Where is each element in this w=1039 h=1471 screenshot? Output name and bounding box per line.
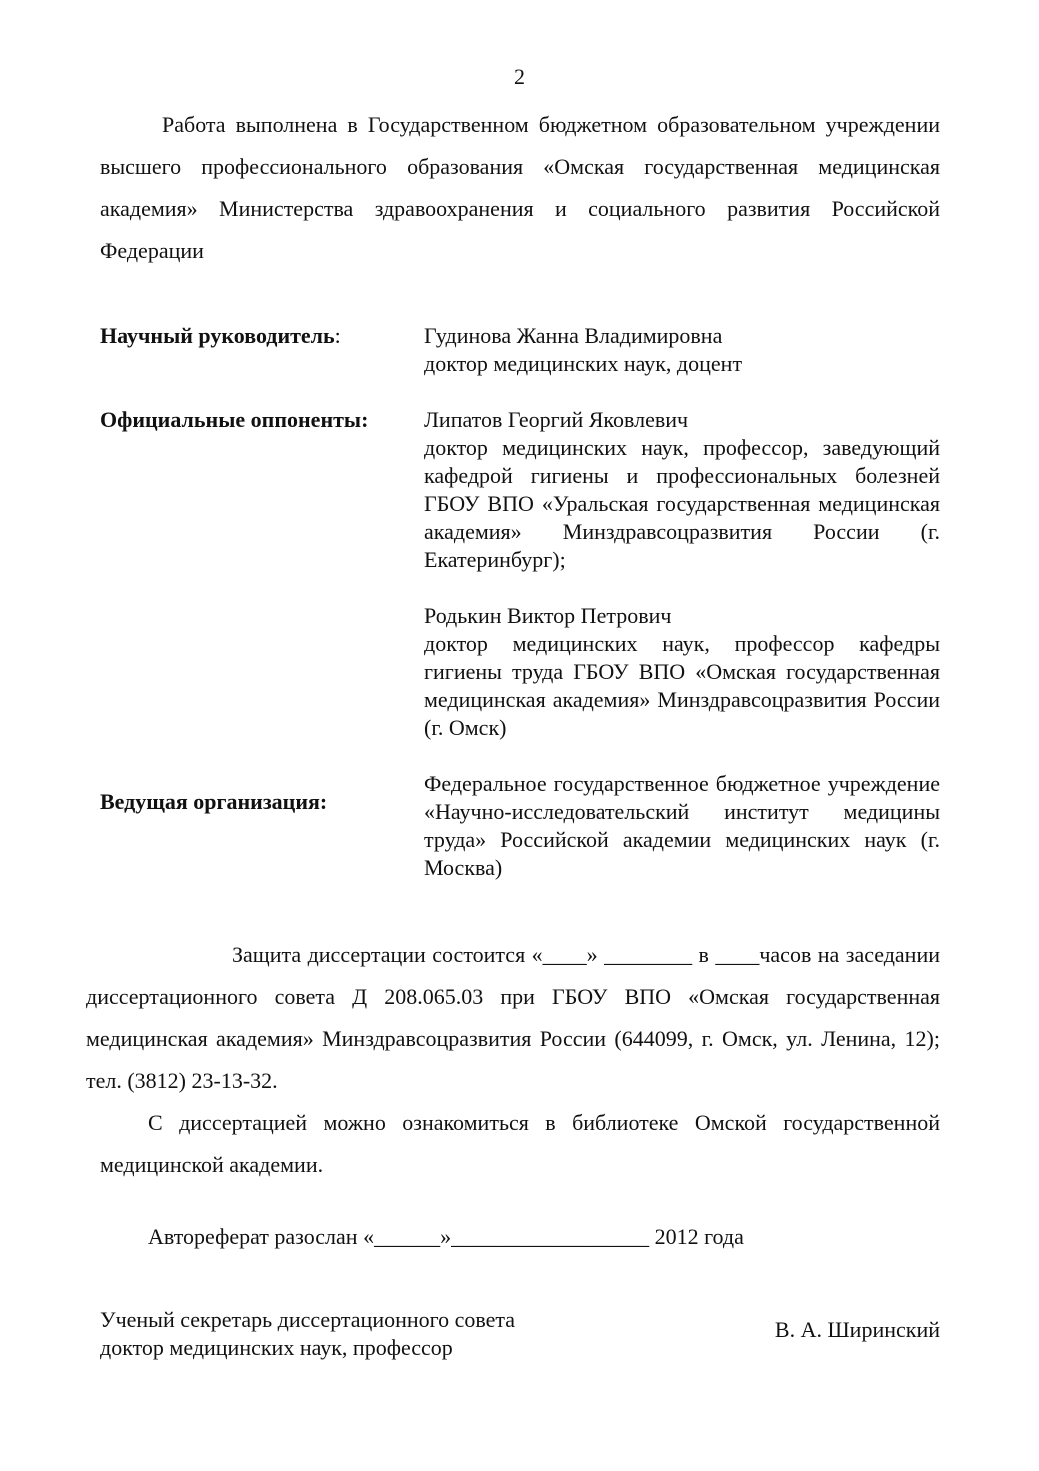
opponent-1-desc: доктор медицинских наук, профессор, заведующий кафедрой гигиены и профессиональных болезней ГБОУ ВПО «Уральская государственная медицинская академия» Минздравсоцразвития России (г. Екатеринбург); [424,435,940,572]
intro-paragraph: Работа выполнена в Государственном бюджетном образовательном учреждении высшего профессионального образования «Омская государственная медицинская академия» Министерства здравоохранения и социального развития Российской Федерации [100,112,940,263]
defense-paragraph: Защита диссертации состоится «____» ________ в ____часов на заседании диссертационного совета Д 208.065.03 при ГБОУ ВПО «Омская государственная медицинская академия» Минздравсоцразвития России (644099, г. Омск, ул. Ленина, 12); тел. (3812) 23-13-32. [86,942,940,1093]
supervisor-name: Гудинова Жанна Владимировна [424,323,723,348]
secretary-line-1: Ученый секретарь диссертационного совета [100,1307,516,1332]
leading-org-text: Федеральное государственное бюджетное учреждение «Научно-исследовательский институт медицины труда» Российской академии медицинских наук (г. Москва) [424,771,940,880]
page-number: 2 [514,64,525,89]
leading-org-label: Ведущая организация: [100,789,328,814]
supervisor-block [424,322,940,378]
opponents-label: Официальные оппоненты: [100,407,369,432]
sent-line: Автореферат разослан «______»__________________ 2012 года [148,1224,744,1249]
supervisor-label [100,322,341,350]
opponent-1-block [424,406,940,574]
secretary-name: В. А. Ширинский [774,1317,940,1342]
supervisor-label-text: Научный руководитель [100,323,335,348]
supervisor-label-colon: : [334,323,341,348]
secretary-block [100,1306,515,1362]
opponent-1-name: Липатов Георгий Яковлевич [424,407,689,432]
opponent-2-desc: доктор медицинских наук, профессор кафедры гигиены труда ГБОУ ВПО «Омская государственная медицинская академия» Минздравсоцразвития России (г. Омск) [424,631,940,740]
secretary-line-2: доктор медицинских наук, профессор [100,1335,453,1360]
opponent-2-block [424,602,940,742]
opponent-2-name: Родькин Виктор Петрович [424,603,672,628]
supervisor-title: доктор медицинских наук, доцент [424,351,743,376]
library-paragraph: С диссертацией можно ознакомиться в библиотеке Омской государственной медицинской академии. [100,1110,940,1177]
leading-org-block [424,770,940,882]
